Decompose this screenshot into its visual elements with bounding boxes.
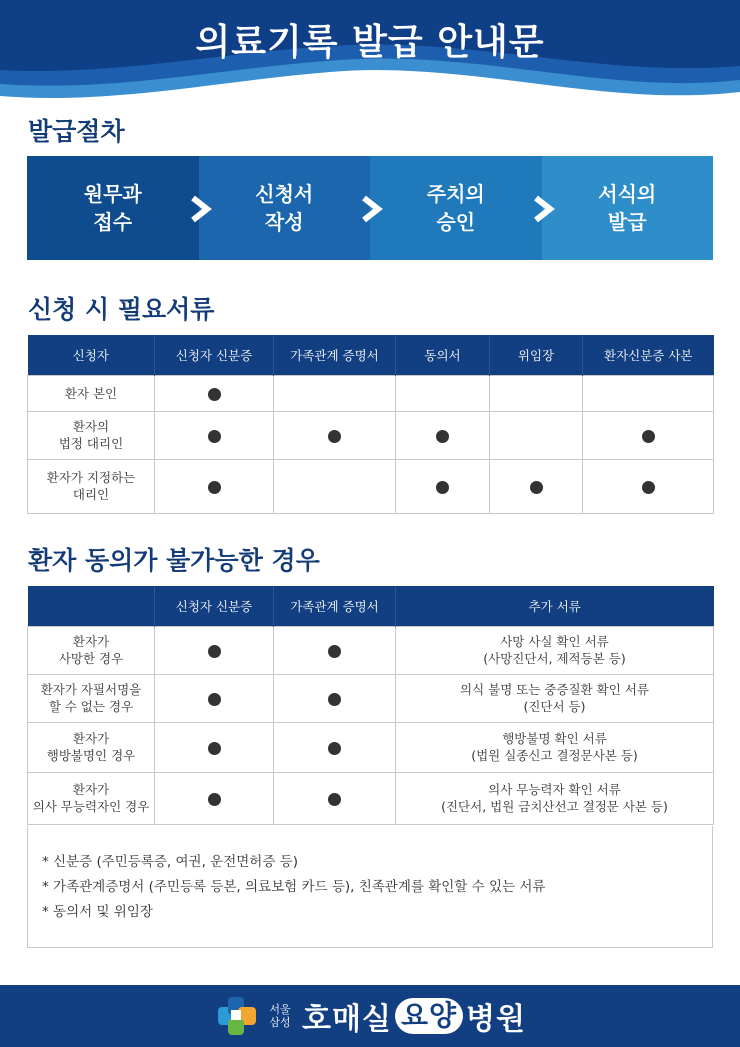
table-row — [28, 375, 714, 411]
column-header: 위임장 — [490, 335, 583, 375]
note-item: * 신분증 (주민등록증, 여권, 운전면허증 등) — [42, 854, 298, 870]
column-header: 신청자 신분증 — [155, 586, 274, 626]
table-cell — [274, 772, 396, 824]
required-docs-table — [27, 335, 714, 514]
check-dot-icon — [642, 430, 655, 443]
note-item: * 동의서 및 위임장 — [42, 904, 153, 920]
table-cell — [274, 375, 396, 411]
row-label: 환자의 법정 대리인 — [28, 411, 155, 459]
no-consent-heading: 환자 동의가 불가능한 경우 — [28, 546, 320, 575]
hospital-name-part: 호매실 — [301, 1002, 392, 1037]
table-cell — [583, 459, 714, 513]
table-cell — [274, 674, 396, 722]
table-cell — [396, 411, 490, 459]
row-label: 환자가 행방불명인 경우 — [28, 722, 155, 772]
hospital-cross-logo-icon — [214, 993, 260, 1039]
row-label: 환자가 지정하는 대리인 — [28, 459, 155, 513]
extra-docs-cell: 사망 사실 확인 서류 (사망진단서, 제적등본 등) — [396, 626, 714, 674]
hospital-name-pill: 요양 — [395, 998, 463, 1034]
chevron-right-icon — [358, 195, 386, 223]
check-dot-icon — [208, 481, 221, 494]
table-cell — [155, 375, 274, 411]
row-label: 환자 본인 — [28, 375, 155, 411]
check-dot-icon — [208, 430, 221, 443]
table-row — [28, 772, 714, 824]
hospital-name — [302, 994, 526, 1038]
table-cell — [155, 459, 274, 513]
check-dot-icon — [436, 481, 449, 494]
step-2 — [199, 156, 371, 260]
table-cell — [396, 375, 490, 411]
check-dot-icon — [642, 481, 655, 494]
chevron-right-icon — [187, 195, 215, 223]
table-cell — [155, 674, 274, 722]
table-cell — [490, 459, 583, 513]
no-consent-table — [27, 586, 714, 825]
table-row — [28, 626, 714, 674]
procedure-heading: 발급절차 — [28, 117, 125, 146]
table-cell — [155, 626, 274, 674]
check-dot-icon — [436, 430, 449, 443]
check-dot-icon — [208, 793, 221, 806]
table-header-row — [28, 335, 714, 375]
row-label: 환자가 의사 무능력자인 경우 — [28, 772, 155, 824]
logo-sub-line: 삼성 — [269, 1016, 291, 1029]
check-dot-icon — [208, 645, 221, 658]
row-label: 환자가 사망한 경우 — [28, 626, 155, 674]
table-cell — [490, 375, 583, 411]
table-header-row — [28, 586, 714, 626]
table-cell — [490, 411, 583, 459]
logo-subtitle — [266, 1003, 294, 1029]
notes-box — [27, 826, 713, 948]
step-3 — [370, 156, 542, 260]
check-dot-icon — [328, 645, 341, 658]
logo-sub-line: 서울 — [269, 1003, 291, 1016]
required-docs-heading: 신청 시 필요서류 — [28, 295, 215, 324]
table-cell — [155, 772, 274, 824]
step-1 — [27, 156, 199, 260]
extra-docs-cell: 행방불명 확인 서류 (법원 실종신고 결정문사본 등) — [396, 722, 714, 772]
table-cell — [274, 459, 396, 513]
column-header: 가족관계 증명서 — [274, 335, 396, 375]
table-cell — [583, 411, 714, 459]
table-cell — [274, 722, 396, 772]
page-title: 의료기록 발급 안내문 — [195, 22, 545, 63]
check-dot-icon — [328, 693, 341, 706]
column-header: 신청자 — [28, 335, 155, 375]
table-cell — [274, 411, 396, 459]
check-dot-icon — [208, 388, 221, 401]
step-label: 주치의 승인 — [426, 182, 485, 234]
hospital-name-part: 병원 — [466, 1002, 527, 1037]
extra-docs-cell: 의식 불명 또는 중증질환 확인 서류 (진단서 등) — [396, 674, 714, 722]
table-row — [28, 459, 714, 513]
note-item: * 가족관계증명서 (주민등록 등본, 의료보험 카드 등), 친족관계를 확인할 수 있는 서류 — [42, 879, 546, 895]
footer-logo-bar — [0, 985, 740, 1047]
step-label: 서식의 발급 — [598, 182, 657, 234]
header-banner — [0, 0, 740, 110]
step-4 — [542, 156, 714, 260]
table-row — [28, 411, 714, 459]
step-label: 원무과 접수 — [83, 182, 142, 234]
table-cell — [155, 411, 274, 459]
column-header: 신청자 신분증 — [155, 335, 274, 375]
check-dot-icon — [328, 430, 341, 443]
check-dot-icon — [328, 742, 341, 755]
table-cell — [396, 459, 490, 513]
column-header: 가족관계 증명서 — [274, 586, 396, 626]
table-row — [28, 722, 714, 772]
step-label: 신청서 작성 — [255, 182, 314, 234]
row-label: 환자가 자필서명을 할 수 없는 경우 — [28, 674, 155, 722]
chevron-right-icon — [530, 195, 558, 223]
procedure-steps — [27, 156, 713, 260]
check-dot-icon — [208, 693, 221, 706]
table-cell — [155, 722, 274, 772]
column-header — [28, 586, 155, 626]
column-header: 환자신분증 사본 — [583, 335, 714, 375]
extra-docs-cell: 의사 무능력자 확인 서류 (진단서, 법원 금치산선고 결정문 사본 등) — [396, 772, 714, 824]
table-cell — [583, 375, 714, 411]
column-header: 동의서 — [396, 335, 490, 375]
check-dot-icon — [208, 742, 221, 755]
table-cell — [274, 626, 396, 674]
check-dot-icon — [530, 481, 543, 494]
column-header: 추가 서류 — [396, 586, 714, 626]
table-row — [28, 674, 714, 722]
check-dot-icon — [328, 793, 341, 806]
